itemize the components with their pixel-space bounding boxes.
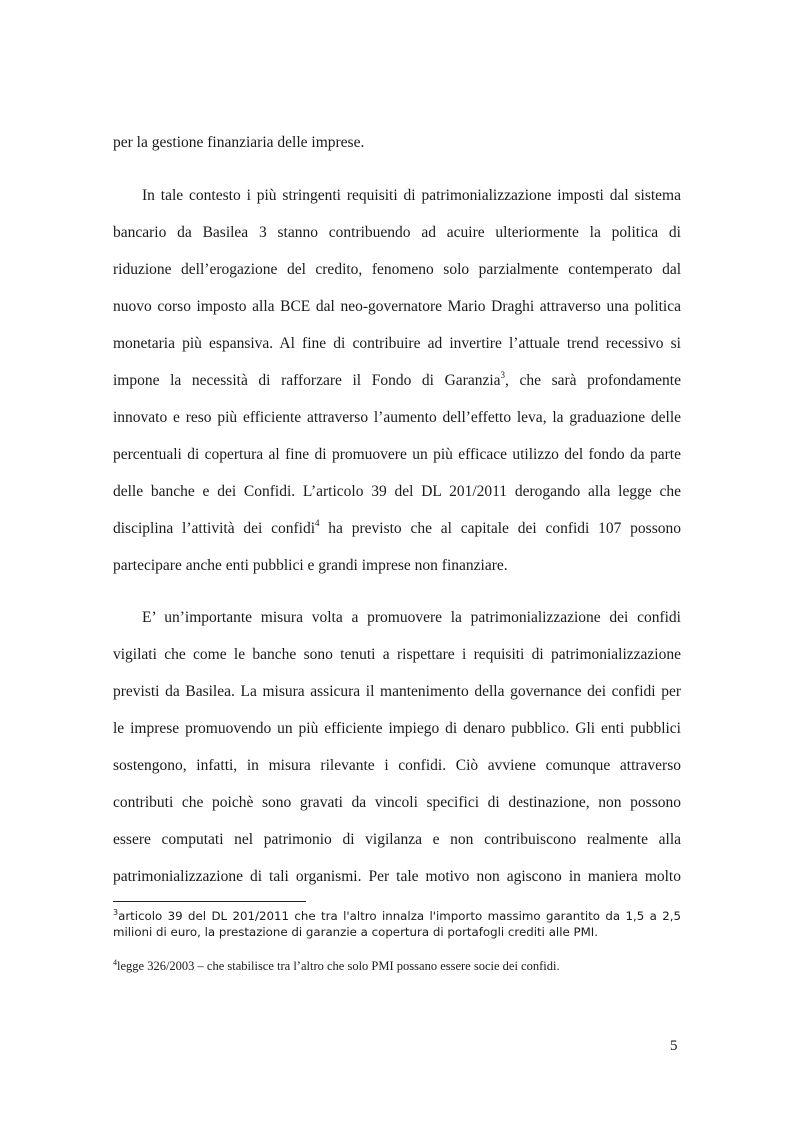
body-line-11 <box>113 519 681 539</box>
body-line-15: previsti da Basilea. La misura assicura il mantenimento della governance dei confidi per <box>113 683 681 700</box>
body-line-8: innovato e reso più efficiente attraverso l’aumento dell’effetto leva, la graduazione delle <box>113 409 681 426</box>
body-line-7 <box>113 371 681 391</box>
body-line-18: contributi che poichè sono gravati da vincoli specifici di destinazione, non possono <box>113 794 681 811</box>
footnote-ref-4[interactable]: 4 <box>315 518 320 528</box>
footnote-3-line-1 <box>113 909 681 924</box>
footnote-3-text: articolo 39 del DL 201/2011 che tra l'altro innalza l'importo massimo garantito da 1,5 a 2,5 <box>118 909 681 923</box>
footnote-ref-3[interactable]: 3 <box>500 370 506 380</box>
body-line-4: riduzione dell’erogazione del credito, fenomeno solo parzialmente contemperato dal <box>113 261 681 278</box>
body-line-20: patrimonializzazione di tali organismi. Per tale motivo non agiscono in maniera molto <box>113 868 681 885</box>
footnote-4 <box>113 959 681 974</box>
body-line-11-tail: ha previsto che al capitale dei confidi 107 possono <box>328 520 681 537</box>
page-number: 5 <box>670 1038 678 1054</box>
footnote-3-line-2: milioni di euro, la prestazione di garanzie a copertura di portafogli crediti alle PMI. <box>113 925 599 939</box>
body-line-16: le imprese promuovendo un più efficiente impiego di denaro pubblico. Gli enti pubblici <box>113 720 681 737</box>
body-line-2: In tale contesto i più stringenti requisiti di patrimonializzazione imposti dal sistema <box>142 187 681 204</box>
body-line-12: partecipare anche enti pubblici e grandi imprese non finanziare. <box>113 557 508 574</box>
body-line-9: percentuali di copertura al fine di promuovere un più efficace utilizzo del fondo da parte <box>113 446 681 463</box>
body-line-7-text: impone la necessità di rafforzare il Fondo di Garanzia <box>113 372 501 389</box>
body-line-1: per la gestione finanziaria delle imprese. <box>113 134 365 151</box>
body-line-3: bancario da Basilea 3 stanno contribuendo ad acuire ulteriormente la politica di <box>113 224 681 241</box>
footnote-3-mark: 3 <box>113 908 119 917</box>
body-line-5: nuovo corso imposto alla BCE dal neo-governatore Mario Draghi attraverso una politica <box>113 298 681 315</box>
footnote-4-text: legge 326/2003 – che stabilisce tra l’altro che solo PMI possano essere socie dei confidi. <box>117 959 560 973</box>
body-line-11-text: disciplina l’attività dei confidi <box>113 520 315 537</box>
body-line-10: delle banche e dei Confidi. L’articolo 39 del DL 201/2011 derogando alla legge che <box>113 483 681 500</box>
body-line-6: monetaria più espansiva. Al fine di contribuire ad invertire l’attuale trend recessivo si <box>113 335 681 352</box>
body-line-14: vigilati che come le banche sono tenuti a rispettare i requisiti di patrimonializzazione <box>113 646 681 663</box>
body-line-13: E’ un’importante misura volta a promuovere la patrimonializzazione dei confidi <box>142 609 681 626</box>
body-line-17: sostengono, infatti, in misura rilevante i confidi. Ciò avviene comunque attraverso <box>113 757 681 774</box>
footnote-separator <box>113 901 306 902</box>
body-line-19: essere computati nel patrimonio di vigilanza e non contribuiscono realmente alla <box>113 831 681 848</box>
footnote-4-mark: 4 <box>113 958 117 967</box>
body-line-7-tail: , che sarà profondamente <box>505 372 681 389</box>
